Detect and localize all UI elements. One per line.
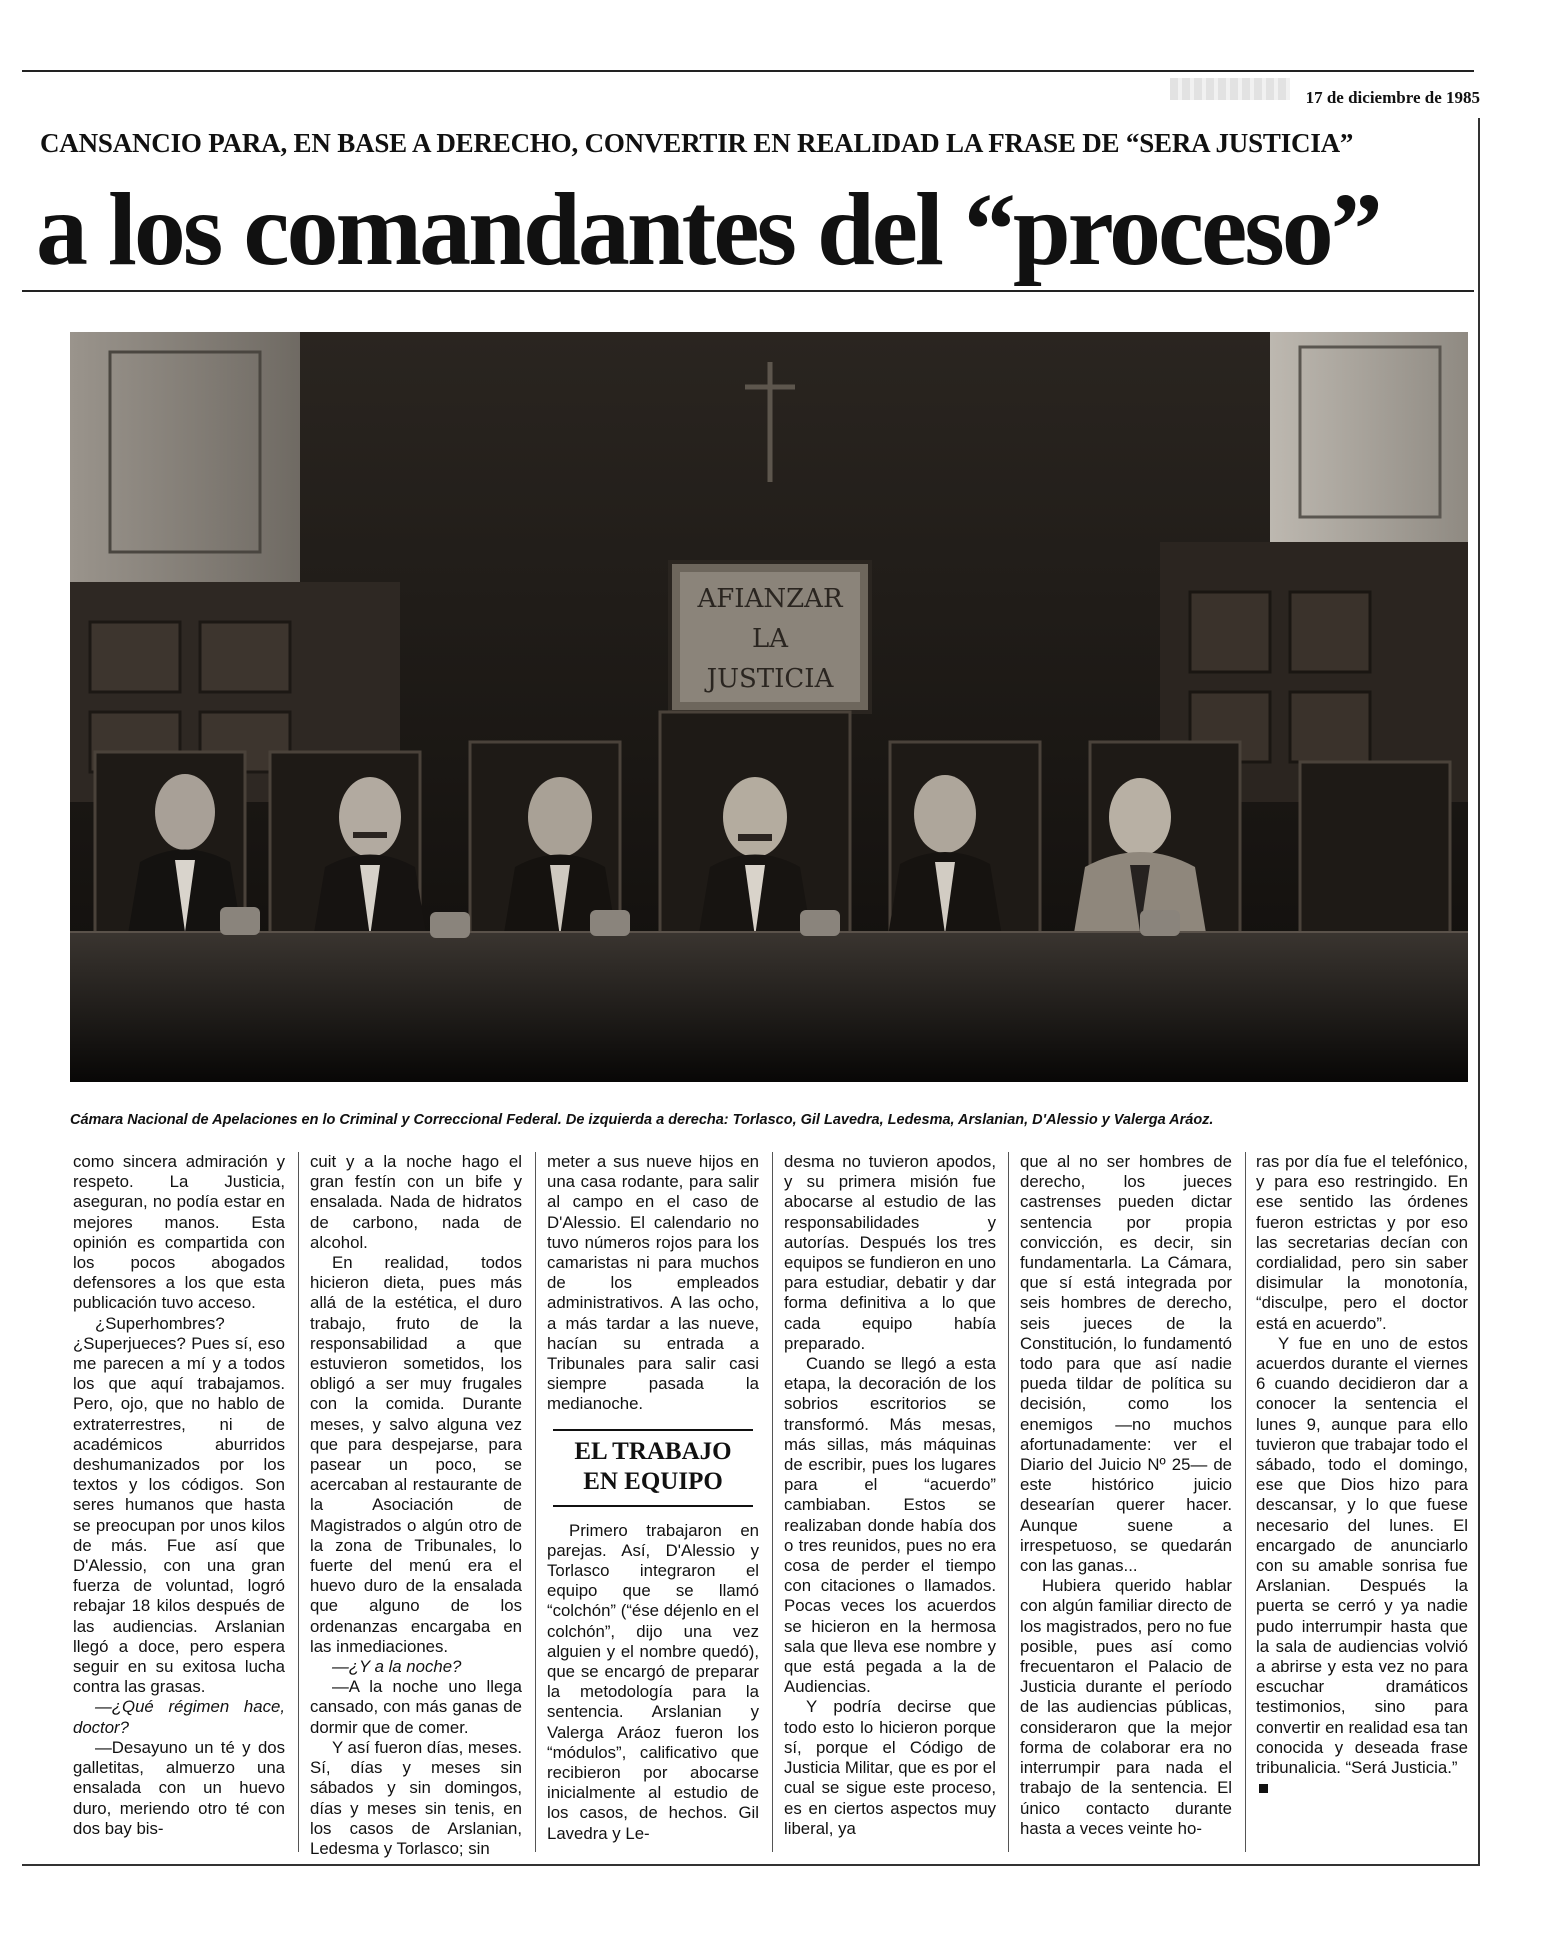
article-column-1 — [73, 1152, 285, 1839]
dialogue-line: —A la noche uno llega cansado, con más ganas de dormir que de comer. — [310, 1677, 522, 1737]
paragraph: desma no tuvieron apodos, y su primera misión fue abocarse al estudio de las responsabilidades y autorías. Después los tres equipos se fundieron en uno para estudiar, debatir y dar forma definitiva a lo que cada equipo había preparado. — [784, 1152, 996, 1353]
paragraph: Y así fueron días, meses. Sí, días y meses sin sábados y sin domingos, días y meses sin tenis, en los casos de Arslanian, Ledesma y Torlasco; sin — [310, 1737, 522, 1858]
end-of-article-mark — [1259, 1784, 1268, 1793]
headline-rule — [22, 290, 1474, 292]
column-divider — [1245, 1152, 1246, 1852]
paragraph: como sincera admiración y respeto. La Justicia, aseguran, no podía estar en mejores manos. Esta opinión es compartida con los pocos abogados defensores a los que esta publicación tuvo acceso. — [73, 1152, 285, 1313]
article-column-6 — [1256, 1152, 1468, 1799]
kicker-headline: CANSANCIO PARA, EN BASE A DERECHO, CONVERTIR EN REALIDAD LA FRASE DE “SERA JUSTICIA” — [40, 128, 1354, 158]
column-divider — [1008, 1152, 1009, 1852]
publication-date: 17 de diciembre de 1985 — [1305, 88, 1480, 107]
paragraph: que al no ser hombres de derecho, los jueces castrenses pueden dictar sentencia por propia convicción, es decir, sin fundamentarla. La Cámara, que sí está integrada por seis hombres de derecho, seis jueces de la Constitución, lo fundamentó todo para que así nadie pueda tildar de política su decisión, como los enemigos —no muchos afortunadamente: ver el Diario del Juicio Nº 25— de este histórico juicio desearían querer hacer. Aunque suene a irrespetuoso, se quedarán con las ganas... — [1020, 1152, 1232, 1576]
paragraph: Y fue en uno de estos acuerdos durante el viernes 6 cuando decidieron dar a conocer la sentencia el lunes 9, aunque para ello tuvieron que trabajar todo el sábado, todo el domingo, ese que Dios hizo para descansar, y lo que fuese necesario del lunes. El encargado de anunciarlo con su amable sonrisa fue Arslanian. Después la puerta se cerró y ya nadie pudo interrumpir hasta que la sala de audiencias volvió a abrirse y esta vez no para escuchar dramáticos testimonios, sino para convertir en realidad esa tan conocida y deseada frase tribunalicia. “Será Justicia.” — [1256, 1333, 1468, 1778]
paragraph: ras por día fue el telefónico, y para eso restringido. En ese sentido las órdenes fueron estrictas y por eso las secretarias decían con cordialidad, pero sin saber disimular la monotonía, “disculpe, pero el doctor está en acuerdo”. — [1256, 1152, 1468, 1333]
paragraph: En realidad, todos hicieron dieta, pues más allá de la estética, el duro trabajo, fruto de la responsabilidad a que estuvieron sometidos, los obligó a ser muy frugales con la comida. Durante meses, y salvo alguna vez que para despejarse, para pasear un poco, se acercaban al restaurante de la Asociación de Magistrados o algún otro de la zona de Tribunales, lo fuerte del menú era el huevo duro de la ensalada que alguno de los ordenanzas encargaba en las inmediaciones. — [310, 1253, 522, 1656]
paragraph: Y podría decirse que todo esto lo hicieron porque sí, porque el Código de Justicia Militar, que es por el cual se sigue este proceso, es en ciertos aspectos muy liberal, ya — [784, 1697, 996, 1838]
sign-line-1: AFIANZAR — [697, 584, 843, 614]
dialogue-line: —Desayuno un té y dos galletitas, almuerzo una ensalada con un huevo duro, meriendo otro té con dos bay bis- — [73, 1737, 285, 1838]
sign-line-2: LA — [751, 624, 789, 654]
dialogue-line: —¿Qué régimen hace, doctor? — [73, 1697, 285, 1737]
paragraph: Hubiera querido hablar con algún familiar directo de los magistrados, pero no fue posible, pues así como frecuentaron el Palacio de Justicia durante el período de las audiencias públicas, consideraron que la mejor forma de colaborar era no interrumpir para nada el trabajo de la sentencia. El único contacto durante hasta a veces veinte ho- — [1020, 1576, 1232, 1838]
main-headline: a los comandantes del “proceso” — [36, 172, 1380, 287]
article-column-2 — [310, 1152, 522, 1859]
bleed-through-text — [1170, 78, 1290, 100]
column-divider — [298, 1152, 299, 1852]
paragraph: Primero trabajaron en parejas. Así, D'Alessio y Torlasco integraron el equipo que se llamó “colchón” (“ése déjenlo en el colchón”, dijo una vez alguien y el nombre quedó), que se encargó de preparar la metodología para la sentencia. Arslanian y Valerga Aráoz fueron los “módulos”, calificativo que recibieron por abocarse inicialmente al estudio de los casos, de hechos. Gil Lavedra y Le- — [547, 1520, 759, 1843]
paragraph: meter a sus nueve hijos en una casa rodante, para salir al campo en el caso de D'Alessio. El calendario no tuvo números rojos para los camaristas ni para muchos de los empleados administrativos. A las ocho, a más tardar a las nueve, hacían su entrada a Tribunales para salir casi siempre pasada la medianoche. — [547, 1152, 759, 1414]
paragraph: Cuando se llegó a esta etapa, la decoración de los sobrios escritorios se transformó. Más mesas, más sillas, más máquinas de escribir, pues los lugares para el “acuerdo” cambiaban. Estos se realizaban donde había dos o tres reunidos, pues no era cosa de perder el tiempo con citaciones o llamados. Pocas veces los acuerdos se hicieron en la hermosa sala que lleva ese nombre y que está pegada a la de Audiencias. — [784, 1354, 996, 1697]
sign-line-3: JUSTICIA — [706, 664, 834, 694]
subhead-line: EL TRABAJO — [574, 1437, 732, 1465]
judges-photograph-drawing — [70, 332, 1468, 1082]
article-column-4 — [784, 1152, 996, 1839]
paragraph: ¿Superhombres? ¿Superjueces? Pues sí, eso me parecen a mí y a todos los que aquí trabajamos. Pero, ojo, que no hablo de extraterrestres, ni de académicos aburridos deshumanizados por los textos y los códigos. Son seres humanos que hasta se preocupan por unos kilos de más. Fue así que D'Alessio, con una gran fuerza de voluntad, logró rebajar 18 kilos después de las audiencias. Arslanian llegó a doce, pero espera seguir en su exitosa lucha contra las grasas. — [73, 1313, 285, 1697]
right-frame-rule — [1478, 118, 1480, 1864]
column-divider — [535, 1152, 536, 1852]
subhead-line: EN EQUIPO — [583, 1467, 723, 1495]
judges-photograph — [70, 332, 1468, 1082]
dialogue-line: —¿Y a la noche? — [332, 1657, 462, 1677]
photo-caption: Cámara Nacional de Apelaciones en lo Criminal y Correccional Federal. De izquierda a derecha: Torlasco, Gil Lavedra, Ledesma, Arslanian, D'Alessio y Valerga Aráoz. — [70, 1112, 1214, 1128]
section-subhead — [553, 1429, 753, 1507]
paragraph: cuit y a la noche hago el gran festín con un bife y ensalada. Nada de hidratos de carbono, nada de alcohol. — [310, 1152, 522, 1252]
top-rule — [22, 70, 1474, 72]
column-divider — [772, 1152, 773, 1852]
article-column-5 — [1020, 1152, 1232, 1839]
bottom-rule — [22, 1864, 1480, 1866]
article-column-3 — [547, 1152, 759, 1844]
